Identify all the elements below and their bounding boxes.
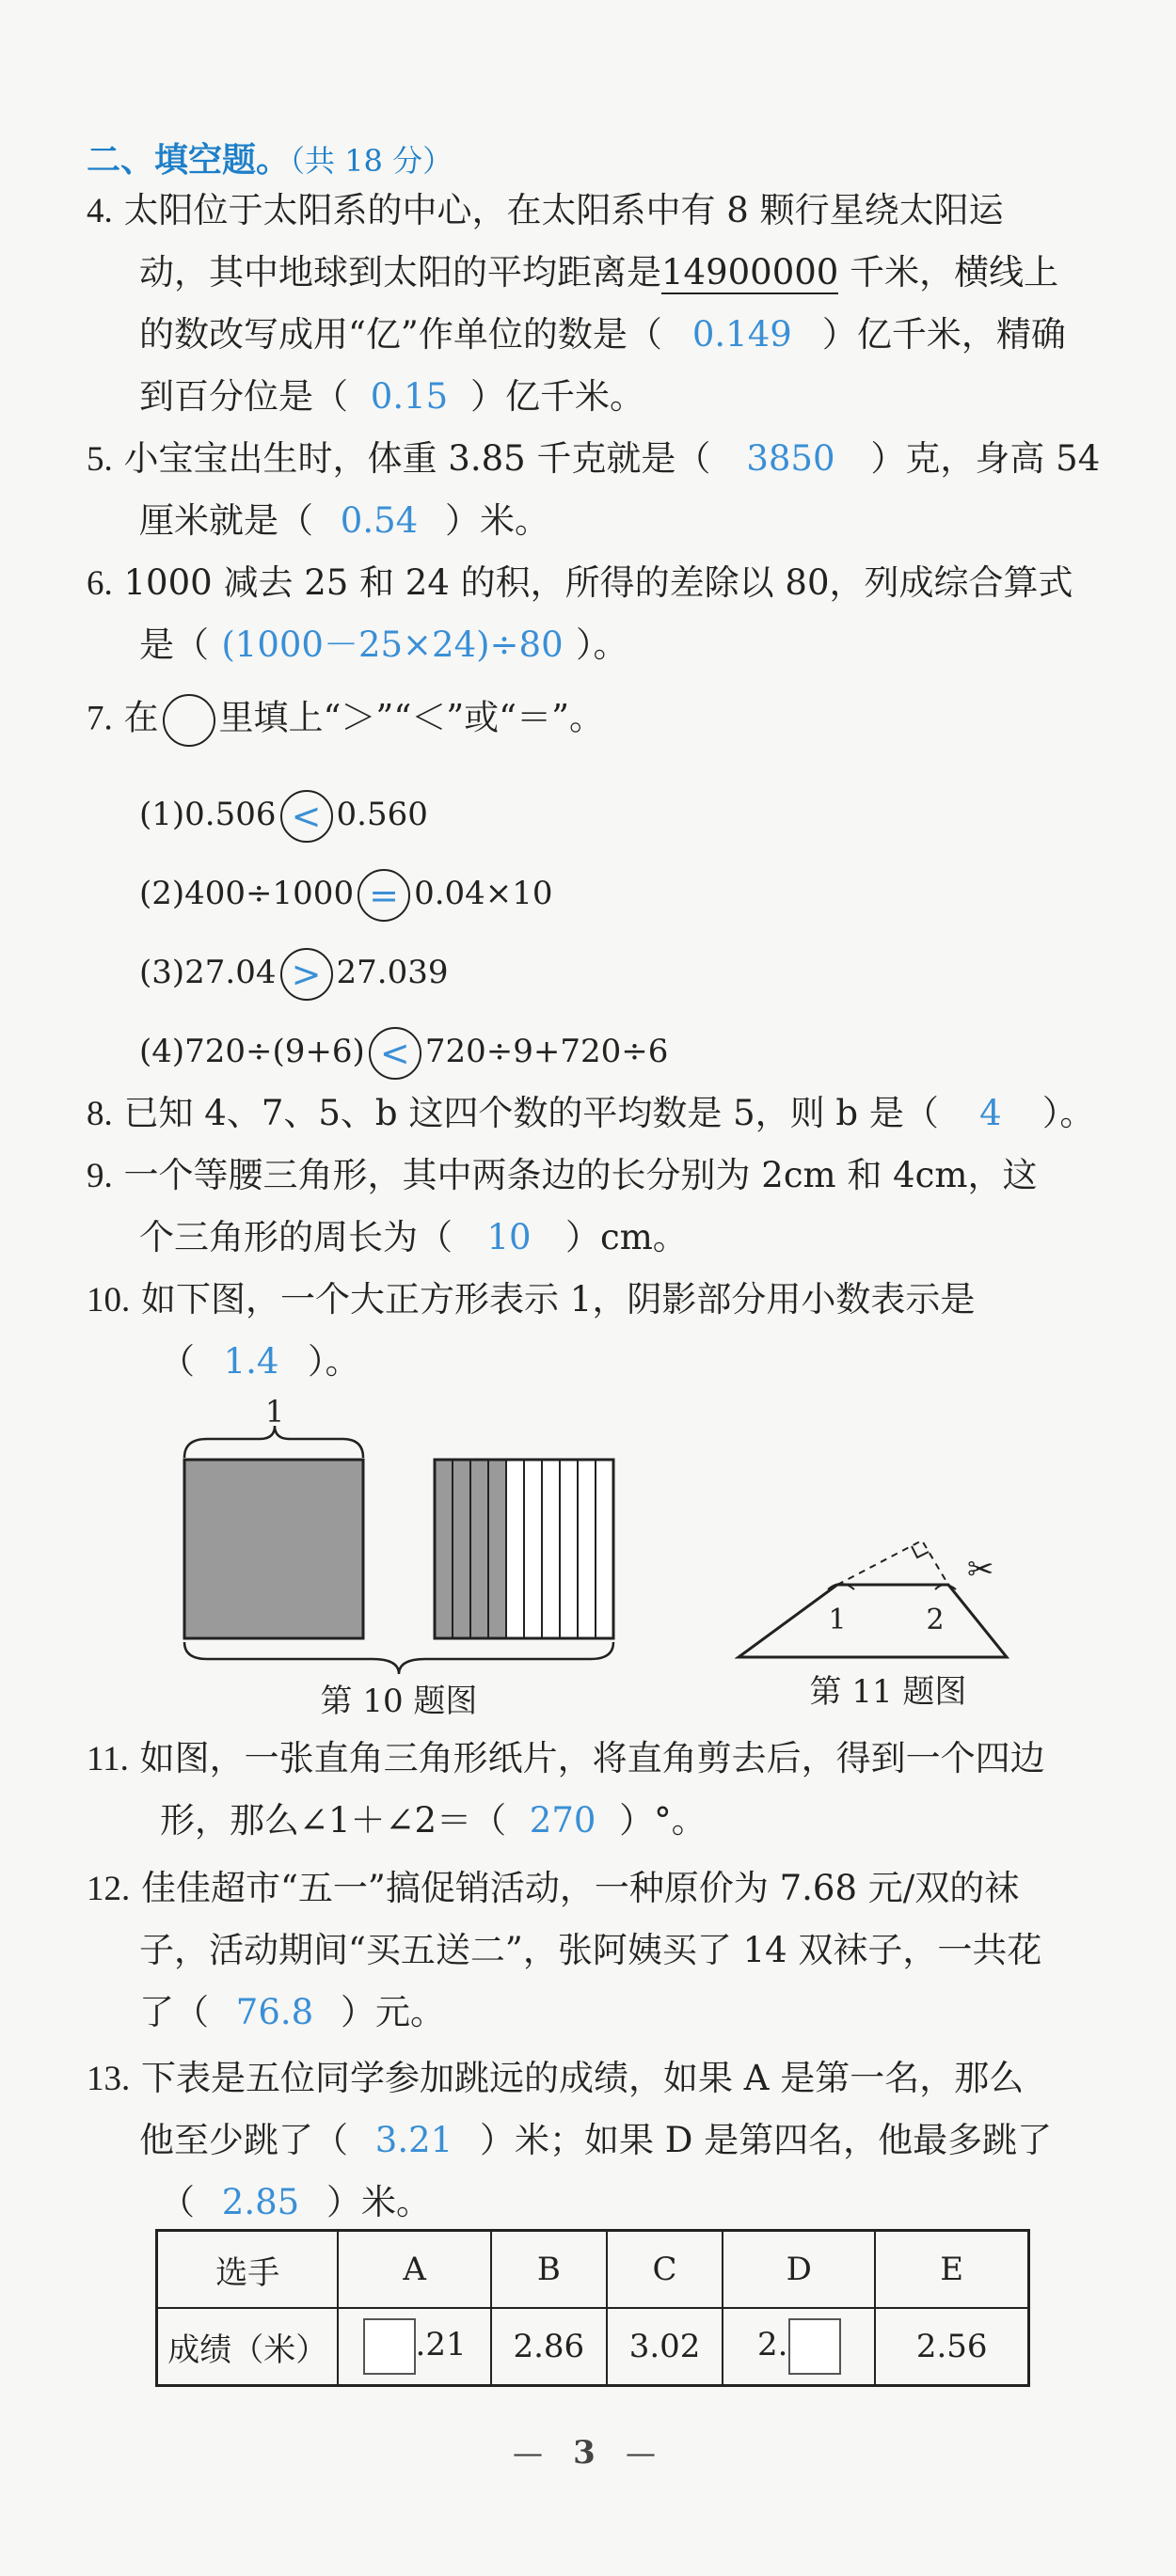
q6-text-1: 1000 减去 25 和 24 的积，所得的差除以 80，列成综合算式: [123, 562, 1073, 603]
q7-item-4-answer[interactable]: <: [369, 1027, 421, 1080]
q4-text-2a: 动，其中地球到太阳的平均距离是: [139, 252, 661, 292]
q4-underlined-number: 14900000: [661, 252, 839, 292]
q6-answer-1[interactable]: (1000－25×24)÷80: [221, 624, 564, 665]
q7-item-4-left: (4)720÷(9+6): [139, 1033, 365, 1070]
q13-line-1: [87, 2058, 1024, 2100]
q9-answer-1[interactable]: 10: [486, 1217, 532, 1257]
fig10-bottom-brace: [184, 1642, 613, 1674]
table-cell-a-suffix: .21: [415, 2326, 467, 2363]
q6-text-2a: 是（: [139, 624, 209, 665]
q13-text-1: 下表是五位同学参加跳远的成绩，如果 A 是第一名，那么: [141, 2058, 1025, 2098]
q7-item-4-right: 720÷9+720÷6: [424, 1033, 669, 1070]
q12-line-2: [139, 1930, 1041, 1971]
q7-item-1-left: (1)0.506: [139, 796, 277, 833]
q5-text-1a: 小宝宝出生时，体重 3.85 千克就是（: [123, 438, 711, 479]
q7-line-1: [87, 694, 604, 747]
table-header-cell: A: [338, 2231, 490, 2309]
q7-item-2-right: 0.04×10: [414, 875, 553, 912]
empty-circle-icon: [163, 694, 215, 747]
q7-item-1-right: 0.560: [336, 796, 428, 833]
table-header-cell: B: [491, 2231, 607, 2309]
table-header-cell: 选手: [157, 2231, 339, 2309]
q7-text-1b: 里填上“＞”“＜”或“＝”。: [218, 697, 605, 738]
table-row: [157, 2308, 1029, 2386]
q8-line-1: [87, 1093, 1094, 1135]
q10-text-2a: （: [160, 1341, 195, 1382]
q12-text-3a: 了（: [139, 1992, 209, 2032]
q4-line-4: [139, 376, 644, 418]
q4-line-1: [87, 190, 1004, 232]
q5-text-2a: 厘米就是（: [139, 500, 313, 541]
fig10-top-brace: [184, 1426, 363, 1458]
scissors-icon: ✂: [967, 1551, 994, 1588]
section-points: （共 18 分）: [290, 143, 453, 179]
q7-item-1: [139, 790, 428, 843]
q13-line-2: [139, 2120, 1052, 2161]
table-header-row: [157, 2231, 1029, 2309]
q7-item-4: [139, 1027, 668, 1080]
fig10-label: 1: [264, 1394, 285, 1430]
q4-text-2b: 千米，横线上: [838, 252, 1059, 292]
q12-number: 12.: [87, 1870, 131, 1908]
q6-number: 6.: [87, 564, 113, 603]
fig11-caption: 第 11 题图: [809, 1673, 967, 1711]
q8-number: 8.: [87, 1095, 113, 1133]
q8-answer-1[interactable]: 4: [979, 1093, 1002, 1133]
q5-answer-1[interactable]: 3850: [746, 438, 835, 479]
page-number: 3: [573, 2434, 596, 2472]
q10-number: 10.: [87, 1281, 131, 1320]
q4-text-1: 太阳位于太阳系的中心，在太阳系中有 8 颗行星绕太阳运: [123, 190, 1004, 230]
q7-item-3-answer[interactable]: >: [280, 948, 333, 1001]
q7-item-3-right: 27.039: [336, 954, 449, 991]
q13-text-3b: ）米。: [326, 2182, 431, 2222]
q13-text-3a: （: [160, 2182, 195, 2222]
q10-line-2: [160, 1341, 360, 1383]
q13-answer-1[interactable]: 3.21: [374, 2120, 453, 2160]
q4-text-3a: 的数改写成用“亿”作单位的数是（: [139, 314, 662, 355]
q5-text-2b: ）米。: [445, 500, 549, 541]
q12-line-3: [139, 1992, 445, 2033]
q12-line-1: [87, 1868, 1019, 1910]
q5-text-1b: ）克，身高 54: [870, 438, 1101, 479]
q7-number: 7.: [87, 699, 113, 738]
q10-answer-1[interactable]: 1.4: [223, 1341, 279, 1382]
q11-number: 11.: [87, 1740, 129, 1778]
q5-line-1: [87, 438, 1100, 481]
q12-answer-1[interactable]: 76.8: [235, 1992, 314, 2032]
q6-text-2b: ）。: [576, 624, 628, 665]
table-cell-d: [723, 2308, 875, 2386]
q7-text-1a: 在: [123, 697, 159, 738]
q4-number: 4.: [87, 192, 113, 230]
q9-text-1: 一个等腰三角形，其中两条边的长分别为 2cm 和 4cm，这: [123, 1155, 1038, 1195]
fig11-angle-1: 1: [828, 1604, 847, 1636]
q4-text-4b: ）亿千米。: [470, 376, 644, 417]
q9-line-1: [87, 1155, 1038, 1197]
q5-answer-2[interactable]: 0.54: [340, 500, 419, 541]
q9-text-2a: 个三角形的周长为（: [139, 1217, 453, 1257]
table-row-label: 成绩（米）: [157, 2308, 339, 2386]
fig10-caption: 第 10 题图: [320, 1683, 478, 1720]
table-cell-a: [338, 2308, 490, 2386]
q4-answer-1[interactable]: 0.149: [691, 314, 792, 355]
table-cell-c: 3.02: [607, 2308, 723, 2386]
q11-line-2: [160, 1800, 707, 1841]
score-table: [155, 2229, 1030, 2387]
q8-text-1b: ）。: [1041, 1093, 1095, 1133]
blank-box[interactable]: [788, 2318, 841, 2375]
q4-text-4a: 到百分位是（: [139, 376, 348, 417]
q13-number: 13.: [87, 2060, 131, 2098]
q7-item-3-left: (3)27.04: [139, 954, 277, 991]
table-cell-d-prefix: 2.: [757, 2326, 788, 2363]
page-dash-right: —: [626, 2435, 657, 2471]
q9-number: 9.: [87, 1157, 113, 1195]
table-header-cell: E: [875, 2231, 1028, 2309]
q4-answer-2[interactable]: 0.15: [370, 376, 449, 417]
table-cell-e: 2.56: [875, 2308, 1028, 2386]
q5-number: 5.: [87, 440, 113, 479]
q9-line-2: [139, 1217, 688, 1258]
q11-answer-1[interactable]: 270: [529, 1800, 596, 1841]
q11-line-1: [87, 1738, 1045, 1780]
q10-text-2b: ）。: [308, 1341, 360, 1382]
q4-text-3b: ）亿千米，精确: [821, 314, 1066, 355]
section-title-text: 二、填空题。: [87, 141, 291, 180]
table-header-cell: C: [607, 2231, 723, 2309]
blank-box[interactable]: [363, 2318, 416, 2375]
q6-line-1: [87, 562, 1073, 605]
q5-line-2: [139, 500, 549, 542]
q4-line-2: [139, 252, 1058, 293]
figures-area: [0, 1392, 1176, 1731]
table-cell-b: 2.86: [491, 2308, 607, 2386]
q12-text-2: 子，活动期间“买五送二”，张阿姨买了 14 双袜子，一共花: [139, 1930, 1042, 1970]
q13-text-2a: 他至少跳了（: [139, 2120, 348, 2160]
q4-line-3: [139, 314, 1066, 356]
q13-text-2b: ）米；如果 D 是第四名，他最多跳了: [480, 2120, 1053, 2160]
q12-text-1: 佳佳超市“五一”搞促销活动，一种原价为 7.68 元/双的袜: [141, 1868, 1020, 1908]
q11-text-2a: 形，那么∠1＋∠2＝（: [160, 1800, 507, 1841]
q7-item-2-answer[interactable]: =: [358, 869, 410, 922]
q10-text-1: 如下图，一个大正方形表示 1，阴影部分用小数表示是: [141, 1279, 976, 1320]
fig10-big-square: [184, 1460, 363, 1638]
q13-line-3: [160, 2182, 431, 2223]
q11-text-2b: ）°。: [619, 1800, 707, 1841]
q6-line-2: [139, 624, 628, 666]
q12-text-3b: ）元。: [341, 1992, 445, 2032]
page-footer: [513, 2434, 656, 2472]
q11-text-1: 如图，一张直角三角形纸片，将直角剪去后，得到一个四边: [139, 1738, 1045, 1778]
section-title: [87, 134, 453, 182]
q10-line-1: [87, 1279, 975, 1321]
q7-item-1-answer[interactable]: <: [280, 790, 333, 843]
fig11-angle-2: 2: [926, 1604, 945, 1636]
q13-answer-2[interactable]: 2.85: [221, 2182, 300, 2222]
q9-text-2b: ）cm。: [565, 1217, 688, 1257]
q8-text-1a: 已知 4、7、5、b 这四个数的平均数是 5，则 b 是（: [123, 1093, 939, 1133]
page-dash-left: —: [513, 2435, 543, 2471]
q7-item-3: [139, 948, 448, 1001]
q7-item-2: [139, 869, 553, 922]
q7-item-2-left: (2)400÷1000: [139, 875, 355, 912]
table-header-cell: D: [723, 2231, 875, 2309]
